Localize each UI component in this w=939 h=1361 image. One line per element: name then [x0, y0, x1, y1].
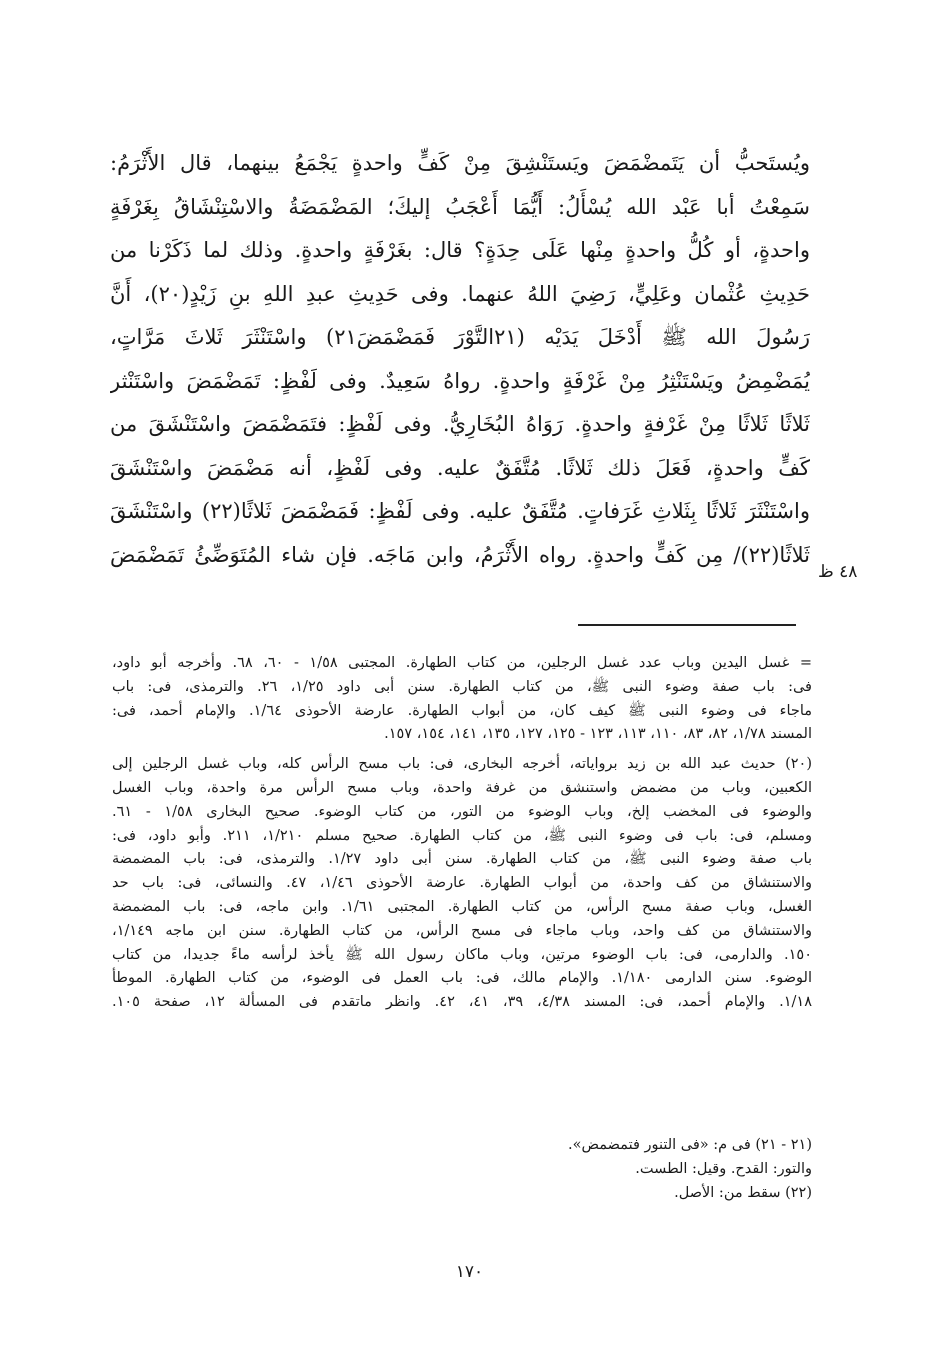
footnote-line: والوضوء فى المخضب إلخ، وباب الوضوء من التور، من كتاب الوضوء. صحيح البخارى ١/٥٨ - ٦١. — [112, 803, 812, 820]
page-number: ١٧٠ — [455, 1262, 484, 1282]
footnote-line: (٢٢) سقط من: الأصل. — [674, 1184, 812, 1201]
footnote-line: الغسل، وباب صفة مسح الرأس، من كتاب الطهارة. المجتبى ١/٦١. وابن ماجه، فى: باب المضمضة — [112, 898, 812, 915]
main-text-line: ثَلاثًا ثَلاثًا مِنْ غَرْفةٍ واحدةٍ. رَوَاهُ البُخَارِيُّ. وفى لَفْظٍ: فتَمَضْمَضَ واسْتَنْشَقَ من — [110, 412, 810, 436]
footnote-line: فى: باب صفة وضوء النبى ﷺ، من كتاب الطهارة. سنن أبى داود ١/٢٥، ٢٦. والترمذى، فى: باب — [112, 678, 812, 695]
main-text-line: واسْتَنْثَرَ ثَلاثًا بِثَلاثِ غَرَفاتٍ. مُتَّفَقٌ عليه. وفى لَفْظٍ: فَمَضْمَضَ ثَلاثًا(٢٢) واسْتَنْشَقَ — [110, 499, 810, 523]
footnote-line: (٢٠) حديث عبد الله بن زيد برواياته، أخرجه البخارى، فى: باب مسح الرأس كله، وباب غسل الرجلين إلى — [112, 756, 812, 773]
main-text-line: كَفٍّ واحدةٍ، فَعَلَ ذلك ثَلاثًا. مُتَّفَقٌ عليه. وفى لَفْظٍ، أنه مَضْمَضَ واسْتَنْشَقَ — [110, 455, 810, 480]
main-text-line: سَمِعْتُ أبا عَبْد الله يُسْأَلُ: أَيُّمَا أَعْجَبُ إليكَ؛ المَضْمَضَةُ والاسْتِنْشَاقُ بِغَرْفَةٍ — [110, 194, 810, 219]
footnote-line: المسند ١/٧٨، ٨٢، ٨٣، ١١٠، ١١٣، ١٢٣ - ١٢٥، ١٢٧، ١٣٥، ١٤١، ١٥٤، ١٥٧. — [384, 726, 812, 743]
footnote-line: الوضوء. سنن الدارمى ١/١٨٠. والإمام مالك، فى: باب العمل فى الوضوء، من كتاب الطهارة. الموطأ — [112, 970, 812, 987]
footnote-line: ومسلم، فى: باب فى وضوء النبى ﷺ، من كتاب الطهارة. صحيح مسلم ١/٢١٠، ٢١١. وأبو داود، فى: — [112, 827, 812, 844]
footnotes-tail-block — [112, 1134, 812, 1205]
footnote-line: والتور: القدح. وقيل: الطست. — [635, 1160, 812, 1177]
footnote-line: باب صفة وضوء النبى ﷺ، من كتاب الطهارة. سنن أبى داود ١/٢٧. والترمذى، فى: باب المضمضة — [112, 851, 812, 868]
footnote-line: ماجاء فى وضوء النبى ﷺ كيف كان، من أبواب الطهارة. عارضة الأحوذى ١/٦٤. والإمام أحمد، فى: — [112, 702, 812, 719]
main-text-line: يُمَضْمِضُ ويَسْتَنْثِرُ مِنْ غَرْفَةٍ واحدةٍ. رواهُ سَعِيدٌ. وفى لَفْظٍ: تَمَضْمَضَ واسْتَنْثر — [110, 368, 810, 393]
main-text-line: واحدةٍ، أو كُلُّ واحدةٍ مِنْها عَلَى حِدَةٍ؟ قال: بغَرْفَةٍ واحدةٍ. وذلك لما ذَكَرْنا من — [110, 238, 810, 262]
footnote-line: ١٥٠. والدارمى، فى: باب الوضوء مرتين، وباب ماكان رسول الله ﷺ يأخذ لرأسه ماءً جديدا، من كتاب — [112, 946, 812, 963]
main-text-line: رَسُولَ الله ﷺ أَدْخَلَ يَدَيْه (٢١التَّوْرَ فَمَضْمَضَ٢١) واسْتَنْثَرَ ثَلاثَ مَرَّاتٍ، — [110, 325, 810, 349]
footnote-line: والاستنشاق من كف واحد، وباب ماجاء فى مسح الرأس، من كتاب الطهارة. سنن ابن ماجه ١/١٤٩، — [112, 922, 812, 939]
main-text-line: ثَلاثًا(٢٢)/ مِن كَفٍّ واحدةٍ. رواه الأَثْرَمُ، وابن مَاجَه. فإن شاء المُتَوَضِّئُ تَمَضْمَضَ — [110, 542, 810, 567]
footnote-line: = غسل اليدين وباب عدد غسل الرجلين، من كتاب الطهارة. المجتبى ١/٥٨ - ٦٠، ٦٨. وأخرجه أبو داود، — [112, 655, 812, 671]
footnote-line: (٢١ - ٢١) فى م: «فى التنور فتمضمض». — [567, 1137, 812, 1153]
footnotes-block — [112, 652, 812, 1015]
footnote-separator — [578, 624, 796, 626]
main-text-line: ويُستَحبُّ أن يَتَمضْمَضَ ويَستَنْشِقَ مِنْ كَفٍّ واحدةٍ يَجْمَعُ بينهما، قال الأَثْرَمُ: — [110, 151, 810, 175]
footnote-line: الكعبين، وباب من مضمض واستنشق من غرفة واحدة، وباب مسح الرأس مرة واحدة، وباب الغسل — [112, 779, 812, 796]
main-text-line: حَدِيثِ عُثْمان وعَلِيٍّ، رَضِيَ اللهُ عنهما. وفى حَدِيثِ عبدِ اللهِ بنِ زَيْدٍ(٢٠)، أَنَّ — [110, 281, 810, 306]
footnote-line: ١/١٨. والإمام أحمد، فى: المسند ٤/٣٨، ٣٩، ٤١، ٤٢. وانظر ماتقدم فى المسألة ١٢، صفحة ١٠٥. — [112, 994, 812, 1011]
main-text-block — [110, 142, 810, 577]
manuscript-folio-marker: ٤٨ ظ — [818, 562, 858, 582]
footnote-line: والاستنشاق من كف واحدة، من أبواب الطهارة. عارضة الأحوذى ١/٤٦، ٤٧. والنسائى، فى: باب حد — [112, 875, 812, 892]
